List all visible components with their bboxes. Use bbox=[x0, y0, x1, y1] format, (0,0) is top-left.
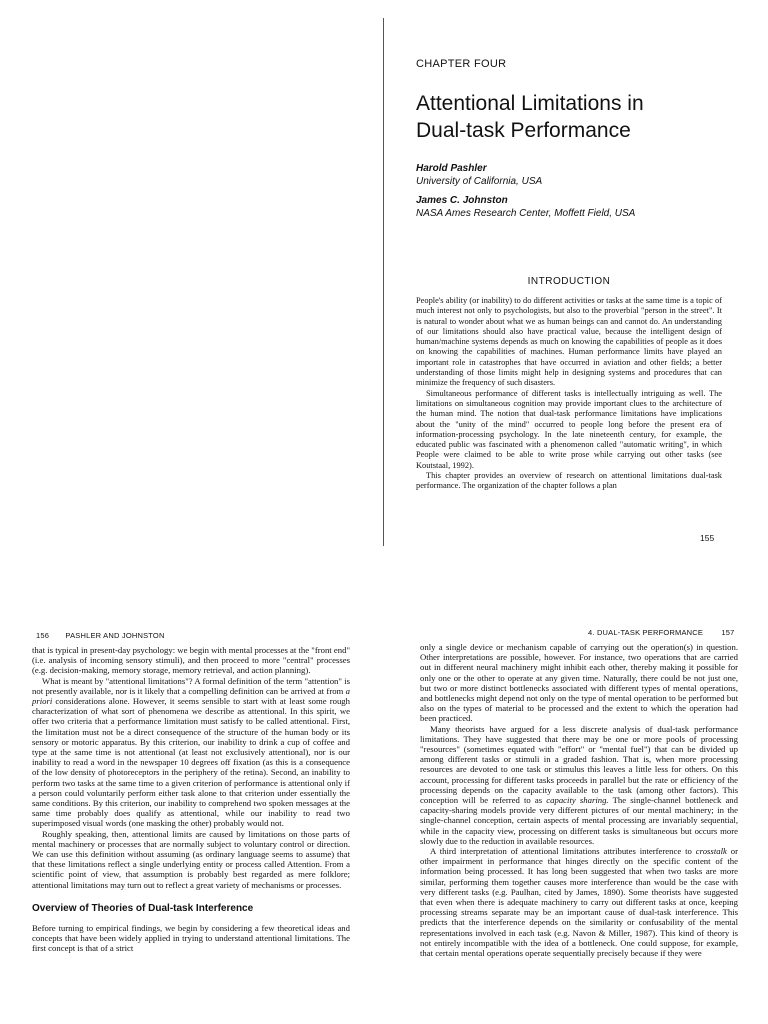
chapter-title-line-1: Attentional Limitations in bbox=[416, 92, 644, 115]
section-heading-introduction: INTRODUCTION bbox=[527, 276, 611, 287]
emphasis-text: a priori bbox=[32, 685, 350, 707]
paragraph bbox=[420, 724, 738, 846]
right-running-head bbox=[588, 628, 735, 637]
running-head-chapter: 4. DUAL-TASK PERFORMANCE bbox=[588, 628, 704, 637]
paragraph-text: Many theorists have argued for a less discrete analysis of dual-task performance limitations. They have suggested that there may be one or more pools of processing "resources" (sometimes equated with "effort" or "mental fuel") that can be divided up among different tasks or stimuli in a graded fashion. That is, when more processing resources are devoted to one task or stimulus this leaves a little less for others. On this account, processing for different tasks proceeds in parallel but the rate or efficiency of the processing depends on the capacity available to the task (among other factors). This conception will be referred to as bbox=[420, 723, 738, 806]
left-page-column bbox=[32, 645, 350, 954]
right-page-column bbox=[420, 642, 738, 958]
author-name: James C. Johnston bbox=[416, 195, 508, 206]
paragraph bbox=[32, 676, 350, 829]
author-block bbox=[416, 194, 635, 220]
chapter-title-line-2: Dual-task Performance bbox=[416, 119, 631, 142]
paragraph bbox=[420, 642, 738, 724]
paragraph: Simultaneous performance of different tasks is intellectually intriguing as well. The limitations on simultaneous cognition may provide important clues to the architecture of the human mind. The notion that dual-task performance limitations have implications about the "unity of the mind" occurred to people long before the present era of information-processing psychology. In the late nineteenth century, for example, the educated public was fascinated with a phenomenon called "automatic writing", in which People were claimed to be able to write prose while carrying out other tasks (see Koutstaal, 1992). bbox=[416, 388, 722, 470]
paragraph-text: that is typical in present-day psychology: we begin with mental processes at the "front end" (i.e. analysis of incoming sensory stimuli), and then proceed to more "central" processes (e.g. decision-making, memory storage, memory retrieval, and action planning). bbox=[32, 645, 350, 676]
introduction-body bbox=[416, 296, 722, 492]
author-name: Harold Pashler bbox=[416, 163, 487, 174]
left-running-head bbox=[36, 631, 165, 640]
section-heading: Overview of Theories of Dual-task Interference bbox=[32, 902, 254, 914]
page-number: 157 bbox=[721, 628, 735, 637]
chapter-label: CHAPTER FOUR bbox=[416, 58, 507, 70]
author-affiliation: NASA Ames Research Center, Moffett Field, USA bbox=[416, 208, 636, 219]
paragraph-text: only a single device or mechanism capable of carrying out the operation(s) in question. Other interpretations are possible, however. For instance, two operations that are carried out in different neural machinery might inhibit each other, thereby making it possible for only one or the other to operate at any given time. Naturally, there could be not just one, but two or more distinct bottlenecks associated with different types of mental operations, and bottlenecks might depend not only on the type of mental operation to be performed but also on the types of material to be processed and the extent to which the operation had been practiced. bbox=[420, 642, 738, 724]
paragraph-text: considerations alone. However, it seems sensible to start with at least some rough characterization of what sort of phenomena we describe as attentional. In this spirit, we offer two criteria that a performance limitation must satisfy to be called attentional. First, the limitation must not be a direct consequence of the structure of the human body or its sensory or motoric apparatus. By this criterion, our inability to drink a cup of coffee and type at the same time is not attentional (at least not exclusively attentional), nor is our inability to read a word in the newspaper 10 degrees off fixation (as this is a consequence of the low density of photoreceptors in the periphery of the retina). Second, an inability to perform two tasks at the same time to a given criterion of performance is attentional only if a person could voluntarily perform either task alone to that criterion under essentially the same conditions. By this criterion, our inability to comprehend two spoken messages at the same time probably does qualify as attentional, while our inability to read two superimposed visual words (one masking the other) probably would not. bbox=[32, 696, 350, 829]
paragraph-text: Roughly speaking, then, attentional limits are caused by limitations on those parts of mental machinery or processes that are normally subject to voluntary control or direction. We can use this definition without assuming (as ordinary language seems to assume) that that these limitations reflect a single underlying entity or process called Attention. From a scientific point of view, that assumption is probably best regarded as mere folklore; attentional limitations may turn out to reflect a great variety of mechanisms or processes. bbox=[32, 828, 350, 890]
author-affiliation: University of California, USA bbox=[416, 176, 543, 187]
paragraph-text: or other impairment in performance that hinges directly on the specific content of the information being processed. It has long been suggested that when two tasks are more similar, performing them together causes more interference than would be the case with very different tasks (e.g. Paulhan, cited by James, 1890). Some theorists have suggested that even when there is adequate machinery to carry out different tasks at once, keeping processing streams separate may be an important cause of dual-task interference. This predicts that the interference depends on the similarity or confusability of the mental representations involved in each task (e.g. Navon & Miller, 1987). This kind of theory is not entirely incompatible with the idea of a bottleneck. One could suppose, for example, that certain mental operations operate sequentially precisely because if they were bbox=[420, 846, 738, 959]
emphasis-text: capacity sharing. bbox=[546, 795, 609, 806]
paragraph bbox=[420, 846, 738, 958]
chapter-title bbox=[416, 90, 716, 144]
paragraph: This chapter provides an overview of research on attentional limitations dual-task performance. The organization of the chapter follows a plan bbox=[416, 471, 722, 491]
paragraph-text: A third interpretation of attentional limitations attributes interference to bbox=[430, 846, 696, 857]
paragraph bbox=[32, 645, 350, 676]
paragraph: Before turning to empirical findings, we begin by considering a few theoretical ideas and concepts that have been widely applied in trying to understand attentional limitations. The first concept is that of a strict bbox=[32, 923, 350, 954]
page-number: 156 bbox=[36, 631, 50, 640]
paragraph-text: The single-channel bottleneck and capacity-sharing models provide very different pictures of our mental machinery; in the single-channel conception, certain aspects of mental processing are invariably sequential, while in the capacity view, processing on different tasks is simultaneous but occurs more slowly due to the reduction in available resources. bbox=[420, 795, 738, 846]
paragraph-text: What is meant by "attentional limitations"? A formal definition of the term "attention" is not presently available, nor is it likely that a compelling definition can be arrived at from bbox=[32, 675, 350, 696]
author-block bbox=[416, 162, 542, 188]
paragraph: People's ability (or inability) to do different activities or tasks at the same time is a topic of much interest not only to psychologists, but also to the proverbial "person in the street". It is natural to wonder about what we as human beings can and cannot do. An understanding of our limitations should also have practical value, because the intelligent design of human/machine systems depends as much on knowing the capabilities of people as it does on knowing the capabilities of machines. Human performance limits have played an important role in catastrophes that have occurred in aviation and other fields; a better understanding of those limits might help in designing systems and procedures that can minimize the frequency of such disasters. bbox=[416, 296, 722, 388]
paragraph bbox=[32, 829, 350, 890]
page-spine-rule bbox=[383, 18, 384, 546]
emphasis-text: crosstalk bbox=[695, 846, 727, 857]
page-number: 155 bbox=[700, 533, 715, 543]
running-head-authors: PASHLER AND JOHNSTON bbox=[65, 631, 165, 640]
